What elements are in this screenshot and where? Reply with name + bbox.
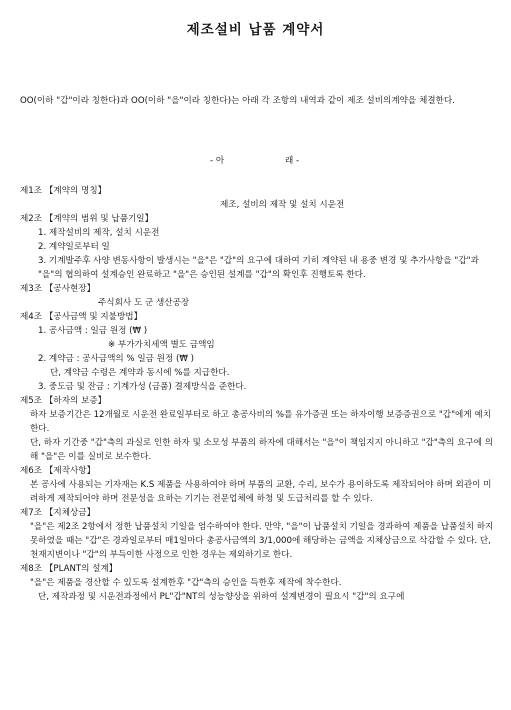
article-2-item-2: 2. 계약일로부터 일 (38, 242, 110, 252)
article-2-item-3: 3. 기계발주후 사양 변동사항이 발생시는 "을"은 "갑"의 요구에 대하여 기히 계약된 내 용중 변경 및 추가사항을 "갑"과 "을"의 협의하여 설계승인 완료하고 "을"은 승인된 설계를 "갑"의 확인후 진행토록 한다. (38, 256, 479, 280)
article-8-text-1: "을"은 제품을 경산할 수 있도록 설계한후 "갑"측의 승인을 득한후 제작에 착수한다. (30, 578, 342, 588)
article-8-heading: 제8조 【PLANT의 설계】 (20, 564, 118, 574)
article-3-text: 주식회사 도 군 생산공장 (98, 298, 190, 308)
subheading-left: - 아 (210, 156, 225, 166)
article-4-item-2: 2. 계약금 : 공사금액의 % 일금 원정 (₩ ) (38, 354, 194, 364)
article-7-text: "을"은 제2조 2항에서 정한 납품설치 기일을 엄수하여야 한다. 만약, "을"이 납품설치 기일을 경과하여 제품을 납품설치 하지 못하였을 때는 "갑"은 경과일로부터 매1일마다 총공사금액의 3/1,000에 해당하는 금액을 지체상금으로 삭감할 수 있다. 단, 천재지변이나 "갑"의 부득이한 사정으로 인한 경우는 제외하기로 한다. (30, 522, 494, 560)
article-5-heading: 제5조 【하자의 보증】 (20, 396, 107, 406)
article-4-deposit-note: 단, 계약금 수령은 계약과 동시에 %를 지급한다. (50, 368, 230, 378)
article-1-text: 제조, 설비의 제작 및 설치 시운전 (220, 200, 345, 210)
article-3-heading: 제3조 【공사현장】 (20, 284, 96, 294)
article-6-text: 본 공사에 사용되는 기자재는 K.S 제품을 사용하여야 하며 부품의 교환, 수리, 보수가 용이하도록 제작되어야 하며 외관이 미려하게 제작되어야 하며 전문성을 요하는 기기는 전문업체에 하청 및 도급처리를 할 수 있다. (30, 480, 492, 504)
article-2-item-1: 1. 제작설비의 제작, 설치 시운전 (38, 228, 160, 238)
article-4-item-3: 3. 중도금 및 잔금 : 기계가성 (금품) 결제방식을 준한다. (38, 382, 247, 392)
article-1-heading: 제1조 【계약의 명칭】 (20, 186, 107, 196)
subheading-right: 래 - (285, 156, 300, 166)
article-4-vat-note: ※ 부가가치세액 별도 금액임 (108, 340, 215, 350)
article-8-text-2: 단, 제작과정 및 시운전과정에서 PL"갑"NT의 성능향상을 위하여 설계변경이 필요시 "갑"의 요구에 (38, 592, 405, 602)
article-2-heading: 제2조 【계약의 범위 및 납품기일】 (20, 214, 154, 224)
document-title: 제조설비 납품 계약서 (186, 22, 325, 38)
article-6-heading: 제6조 【제작사항】 (20, 466, 96, 476)
article-5-text-1: 하자 보증기간은 12개월로 시운전 완료일부터로 하고 총공사비의 %를 유가증권 또는 하자이행 보증증권으로 "갑"에게 예치한다. (30, 410, 491, 434)
article-5-text-2: 단, 하자 기간중 "갑"측의 과실로 인한 하자 및 소모성 부품의 하자에 대해서는 "을"이 책임지지 아니하고 "갑"측의 요구에 의해 "을"은 이를 실비로 보수한다. (30, 438, 494, 462)
contract-body (20, 184, 498, 604)
article-4-item-1: 1. 공사금액 : 일금 원정 (₩ ) (38, 326, 148, 336)
article-4-heading: 제4조 【공사금액 및 지불방법】 (20, 312, 143, 322)
article-7-heading: 제7조 【지체상금】 (20, 508, 96, 518)
intro-paragraph: OO(이하 "갑"이라 칭한다)과 OO(이하 "을"이라 칭한다)는 아래 각 조항의 내역과 같이 제조 설비의계약을 체결한다. (20, 96, 455, 106)
